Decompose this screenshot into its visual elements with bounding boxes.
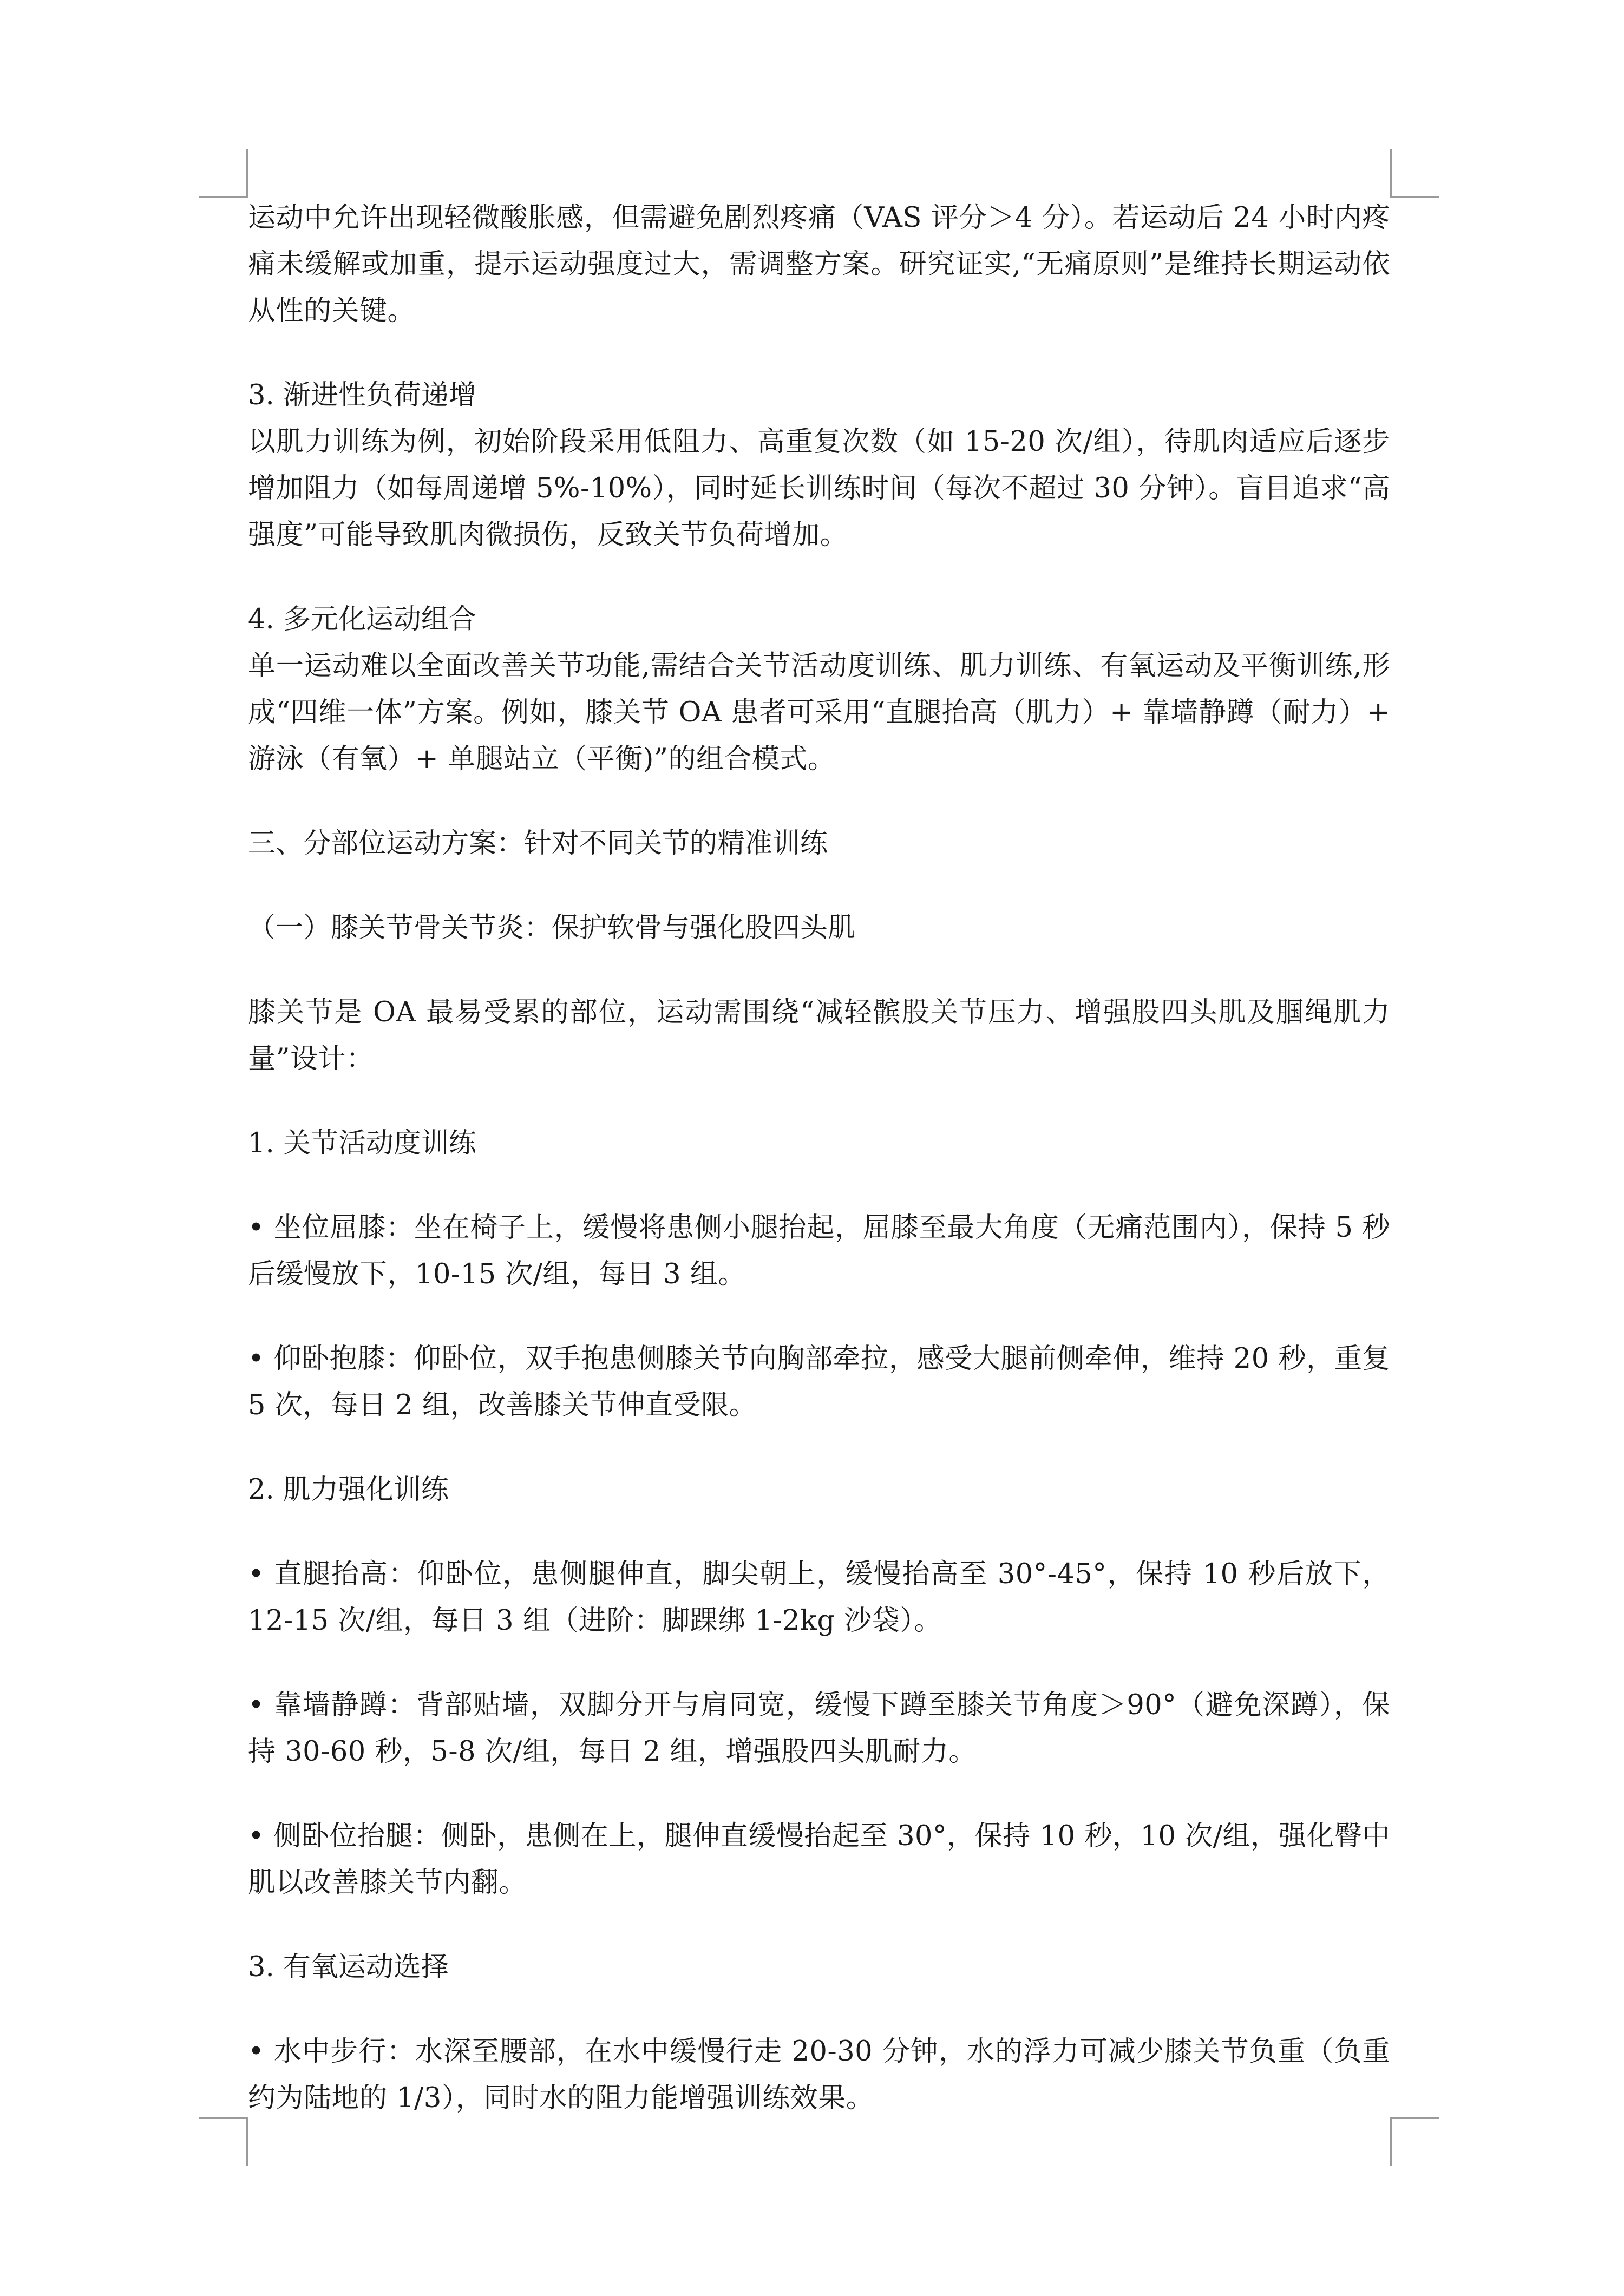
section-heading-regional-plans: 三、分部位运动方案：针对不同关节的精准训练: [248, 828, 828, 860]
bullet-straight-leg-raise: • 直腿抬高：仰卧位，患侧腿伸直，脚尖朝上，缓慢抬高至 30°-45°，保持 10 秒后放下，12-15 次/组，每日 3 组（进阶：脚踝绑 1-2kg 沙袋）。: [248, 1558, 1390, 1637]
paragraph-knee-intro: 膝关节是 OA 最易受累的部位，运动需围绕“减轻髌股关节压力、增强股四头肌及腘绳肌力量”设计：: [248, 996, 1390, 1075]
crop-mark-bottom-right-horizontal: [1390, 2117, 1439, 2119]
crop-mark-bottom-left-horizontal: [199, 2117, 248, 2119]
crop-mark-bottom-right-vertical: [1390, 2117, 1392, 2166]
heading-range-of-motion: 1. 关节活动度训练: [248, 1127, 476, 1159]
crop-mark-top-right-horizontal: [1390, 196, 1439, 198]
heading-aerobic-exercise: 3. 有氧运动选择: [248, 1951, 449, 1983]
bullet-side-lying-leg-raise: • 侧卧位抬腿：侧卧，患侧在上，腿伸直缓慢抬起至 30°，保持 10 秒，10 次/组，强化臀中肌以改善膝关节内翻。: [248, 1820, 1390, 1899]
crop-mark-bottom-left-vertical: [246, 2117, 248, 2166]
heading-progressive-load: 3. 渐进性负荷递增: [248, 379, 476, 411]
bullet-wall-squat: • 靠墙静蹲：背部贴墙，双脚分开与肩同宽，缓慢下蹲至膝关节角度＞90°（避免深蹲），保持 30-60 秒，5-8 次/组，每日 2 组，增强股四头肌耐力。: [248, 1689, 1390, 1768]
crop-mark-top-right-vertical: [1390, 149, 1392, 198]
paragraph-pain-principle: 运动中允许出现轻微酸胀感，但需避免剧烈疼痛（VAS 评分＞4 分）。若运动后 24 小时内疼痛未缓解或加重，提示运动强度过大，需调整方案。研究证实,“无痛原则”是维持长期运动依从性的关键。: [248, 202, 1390, 327]
crop-mark-top-left-vertical: [246, 149, 248, 198]
document-body: [248, 195, 1390, 2122]
paragraph-diverse-combination: 单一运动难以全面改善关节功能,需结合关节活动度训练、肌力训练、有氧运动及平衡训练,形成“四维一体”方案。例如，膝关节 OA 患者可采用“直腿抬高（肌力）+ 靠墙静蹲（耐力）+ 游泳（有氧）+ 单腿站立（平衡)”的组合模式。: [248, 650, 1390, 775]
bullet-water-walking: • 水中步行：水深至腰部，在水中缓慢行走 20-30 分钟，水的浮力可减少膝关节负重（负重约为陆地的 1/3），同时水的阻力能增强训练效果。: [248, 2036, 1390, 2114]
crop-mark-top-left-horizontal: [199, 196, 248, 198]
heading-strength-training: 2. 肌力强化训练: [248, 1474, 449, 1506]
heading-diverse-combination: 4. 多元化运动组合: [248, 603, 476, 635]
bullet-seated-knee-flexion: • 坐位屈膝：坐在椅子上，缓慢将患侧小腿抬起，屈膝至最大角度（无痛范围内），保持 5 秒后缓慢放下，10-15 次/组，每日 3 组。: [248, 1212, 1390, 1290]
paragraph-progressive-load: 以肌力训练为例，初始阶段采用低阻力、高重复次数（如 15-20 次/组），待肌肉适应后逐步增加阻力（如每周递增 5%-10%），同时延长训练时间（每次不超过 30 分钟）。盲目追求“高强度”可能导致肌肉微损伤，反致关节负荷增加。: [248, 426, 1390, 551]
subsection-heading-knee-oa: （一）膝关节骨关节炎：保护软骨与强化股四头肌: [248, 912, 856, 944]
bullet-supine-knee-hug: • 仰卧抱膝：仰卧位，双手抱患侧膝关节向胸部牵拉，感受大腿前侧牵伸，维持 20 秒，重复 5 次，每日 2 组，改善膝关节伸直受限。: [248, 1343, 1390, 1421]
